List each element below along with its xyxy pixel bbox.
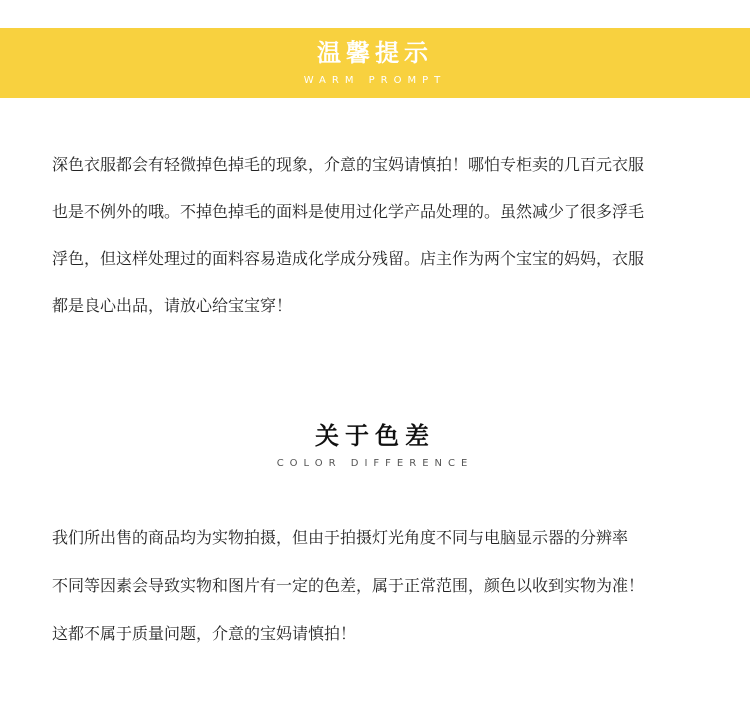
paragraph-line: 我们所出售的商品均为实物拍摄，但由于拍摄灯光角度不同与电脑显示器的分辨率: [52, 528, 629, 547]
paragraph-line: 也是不例外的哦。不掉色掉毛的面料是使用过化学产品处理的。虽然减少了很多浮毛: [52, 202, 645, 221]
paragraph-line: 不同等因素会导致实物和图片有一定的色差，属于正常范围，颜色以收到实物为准！: [52, 576, 645, 595]
warm-prompt-paragraph: [52, 141, 712, 329]
color-difference-subtitle: COLOR DIFFERENCE: [276, 458, 474, 469]
color-difference-title: 关于色差: [315, 422, 435, 450]
warm-prompt-subtitle: WARM PROMPT: [303, 75, 447, 86]
paragraph-line: 浮色，但这样处理过的面料容易造成化学成分残留。店主作为两个宝宝的妈妈，衣服: [52, 249, 645, 268]
paragraph-line: 都是良心出品，请放心给宝宝穿！: [52, 296, 293, 315]
paragraph-line: 深色衣服都会有轻微掉色掉毛的现象，介意的宝妈请慎拍！哪怕专柜卖的几百元衣服: [52, 155, 645, 174]
warm-prompt-banner: [0, 28, 750, 98]
color-difference-paragraph: [52, 514, 712, 658]
warm-prompt-title: 温馨提示: [317, 39, 433, 67]
paragraph-line: 这都不属于质量问题，介意的宝妈请慎拍！: [52, 624, 357, 643]
